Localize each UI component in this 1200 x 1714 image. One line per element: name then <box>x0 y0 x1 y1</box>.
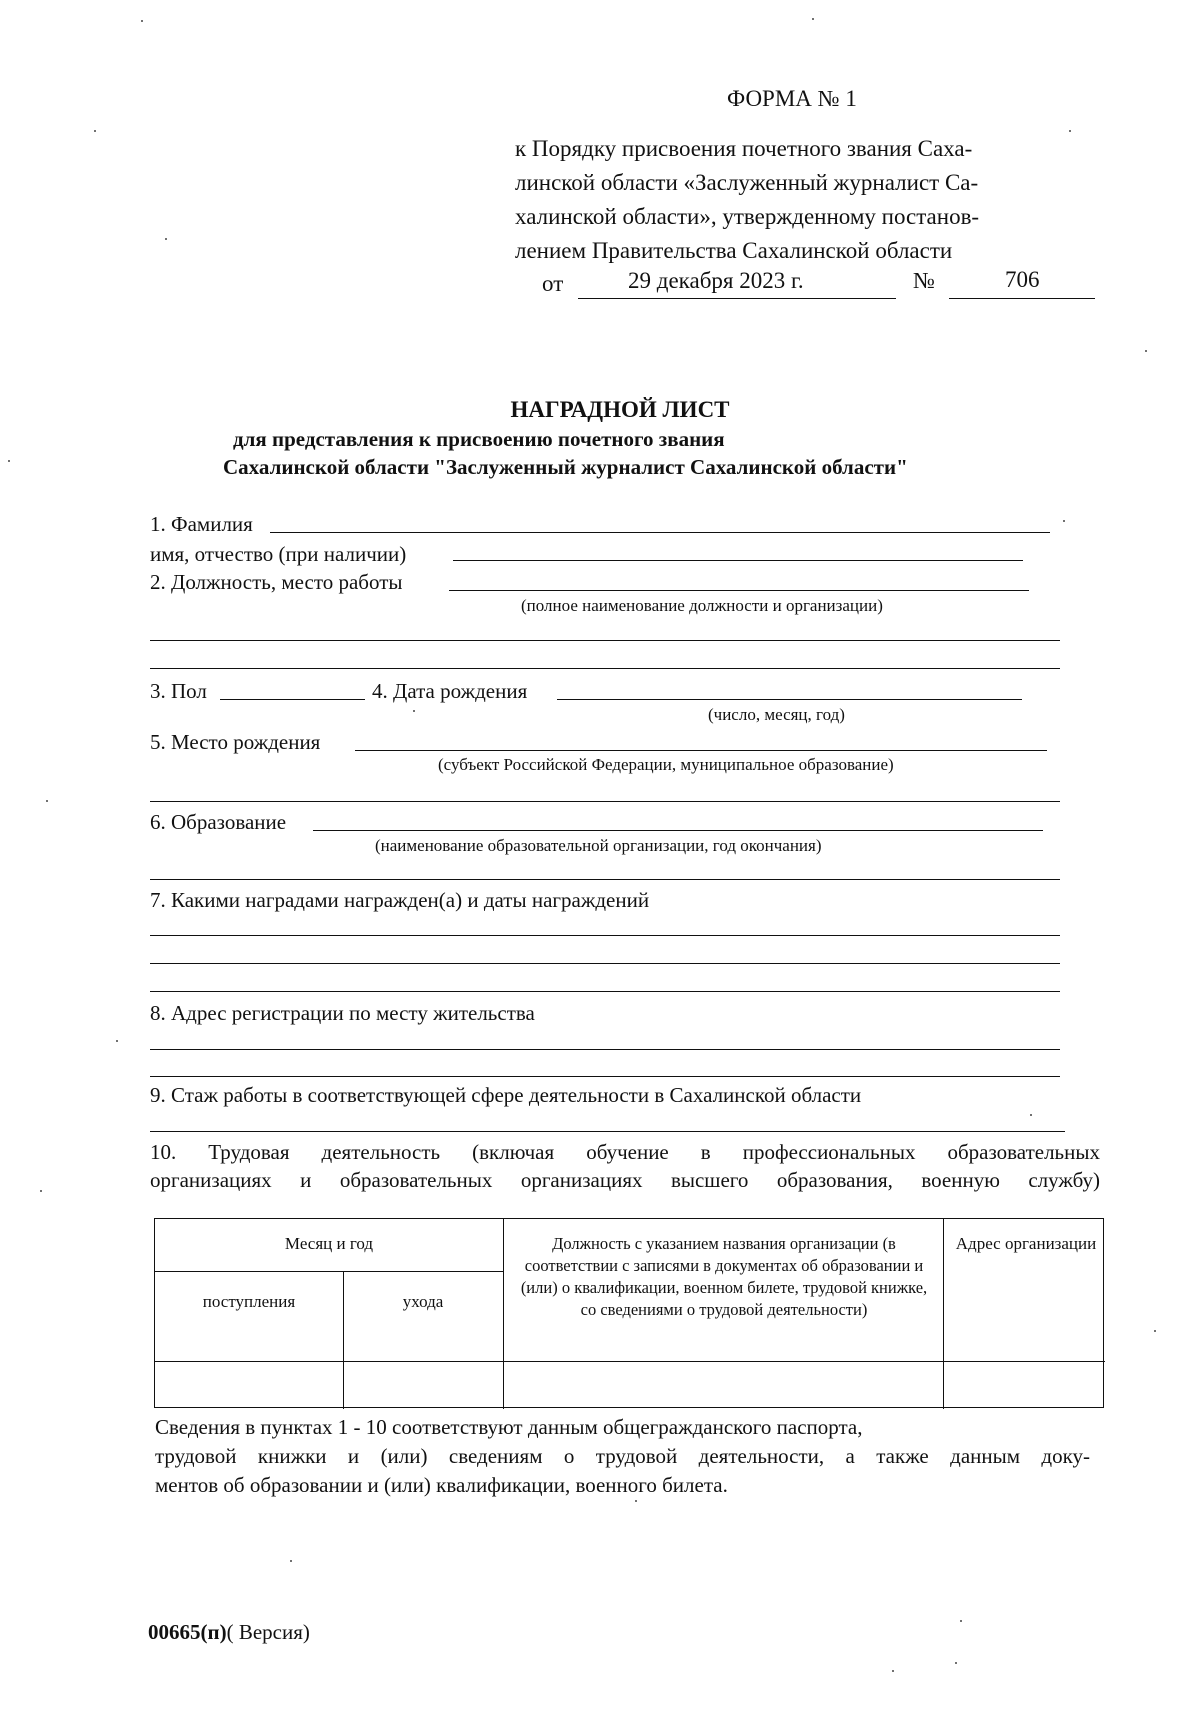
annex-line-3: халинской области», утвержденному постанов- <box>515 204 980 229</box>
field-name-label: имя, отчество (при наличии) <box>150 542 407 566</box>
scan-speck <box>290 1560 292 1562</box>
scan-speck <box>892 1670 894 1672</box>
field-birthdate-caption: (число, месяц, год) <box>708 705 845 724</box>
number-prefix: № <box>913 268 935 293</box>
field-education-label: 6. Образование <box>150 810 287 834</box>
field-position-line-2[interactable] <box>150 640 1060 641</box>
document-subtitle-2: Сахалинской области "Заслуженный журналист Сахалинской области" <box>223 455 908 479</box>
table-cell-address[interactable] <box>943 1361 1105 1409</box>
scan-speck <box>1063 520 1065 522</box>
scan-speck <box>141 20 143 22</box>
field-birthdate-label: 4. Дата рождения <box>372 679 528 703</box>
scan-speck <box>8 460 10 462</box>
field-address-line-2[interactable] <box>150 1076 1060 1077</box>
field-name-line[interactable] <box>453 560 1023 561</box>
scan-speck <box>1030 1114 1032 1116</box>
footer-note-line-2: трудовой книжки и (или) сведениям о трудовой деятельности, а также данным доку- <box>155 1444 1090 1468</box>
field-surname-label: 1. Фамилия <box>150 512 253 536</box>
field-experience-line[interactable] <box>150 1131 1065 1132</box>
annex-line-1: к Порядку присвоения почетного звания Саха- <box>515 136 973 161</box>
scan-speck <box>165 238 167 240</box>
field-address-line-1[interactable] <box>150 1049 1060 1050</box>
scan-speck <box>812 18 814 20</box>
date-value: 29 декабря 2023 г. <box>628 268 804 293</box>
field-awards-line-2[interactable] <box>150 963 1060 964</box>
footer-note-line-1: Сведения в пунктах 1 - 10 соответствуют данным общегражданского паспорта, <box>155 1415 863 1439</box>
field-birthplace-line-2[interactable] <box>150 801 1060 802</box>
table-header-position: Должность с указанием названия организации (в соответствии с записями в документах об образовании и (или) о квалификации, военном билете, трудовой книжке, со сведениями о трудовой деятельности) <box>520 1234 928 1319</box>
table-header-month-year: Месяц и год <box>284 1234 374 1253</box>
field-address-label: 8. Адрес регистрации по месту жительства <box>150 1001 535 1025</box>
field-position-label: 2. Должность, место работы <box>150 570 403 594</box>
field-position-caption: (полное наименование должности и организации) <box>521 596 883 615</box>
table-header-address: Адрес организации <box>955 1234 1097 1253</box>
field-employment-label-1: 10. Трудовая деятельность (включая обучение в профессиональных образовательных <box>150 1140 1100 1164</box>
document-subtitle-1: для представления к присвоению почетного звания <box>233 427 725 451</box>
footer-note-line-3: ментов об образовании и (или) квалификации, военного билета. <box>155 1473 728 1497</box>
table-header-end: ухода <box>402 1292 444 1311</box>
scan-speck <box>46 800 48 802</box>
scan-speck <box>413 710 415 712</box>
field-birthplace-label: 5. Место рождения <box>150 730 321 754</box>
field-sex-line[interactable] <box>220 699 365 700</box>
field-education-line-2[interactable] <box>150 879 1060 880</box>
field-birthplace-line[interactable] <box>355 750 1047 751</box>
field-education-line[interactable] <box>313 830 1043 831</box>
scan-speck <box>960 1620 962 1622</box>
scan-speck <box>1069 130 1071 132</box>
table-hline-month <box>155 1271 503 1272</box>
scan-speck <box>1145 350 1147 352</box>
field-birthplace-caption: (субъект Российской Федерации, муниципальное образование) <box>438 755 894 774</box>
document-title: НАГРАДНОЙ ЛИСТ <box>510 397 730 422</box>
table-cell-position[interactable] <box>503 1361 943 1409</box>
field-employment-label-2: организациях и образовательных организациях высшего образования, военную службу) <box>150 1168 1100 1192</box>
table-header-start: поступления <box>202 1292 296 1311</box>
scan-speck <box>635 1500 637 1502</box>
field-education-caption: (наименование образовательной организации, год окончания) <box>375 836 822 855</box>
scan-speck <box>94 130 96 132</box>
version-code: 00665(п) <box>148 1620 227 1644</box>
field-surname-line[interactable] <box>270 532 1050 533</box>
number-underline <box>949 298 1095 299</box>
table-cell-start[interactable] <box>155 1361 343 1409</box>
field-position-line[interactable] <box>449 590 1029 591</box>
table-cell-end[interactable] <box>343 1361 503 1409</box>
field-birthdate-line[interactable] <box>557 699 1022 700</box>
scan-speck <box>955 1662 957 1664</box>
date-prefix: от <box>542 271 564 296</box>
field-awards-line-3[interactable] <box>150 991 1060 992</box>
field-awards-label: 7. Какими наградами награжден(а) и даты награждений <box>150 888 650 912</box>
annex-line-2: линской области «Заслуженный журналист Са- <box>515 170 979 195</box>
scan-speck <box>40 1190 42 1192</box>
field-experience-label: 9. Стаж работы в соответствующей сфере деятельности в Сахалинской области <box>150 1083 862 1107</box>
field-position-line-3[interactable] <box>150 668 1060 669</box>
version-label: ( Версия) <box>226 1620 310 1644</box>
date-underline <box>578 298 896 299</box>
annex-line-4: лением Правительства Сахалинской области <box>515 238 953 263</box>
number-value: 706 <box>1005 267 1040 292</box>
employment-table <box>154 1218 1104 1408</box>
version-stamp <box>148 1620 310 1645</box>
field-awards-line-1[interactable] <box>150 935 1060 936</box>
scan-speck <box>116 1040 118 1042</box>
form-title: ФОРМА № 1 <box>727 86 857 111</box>
scan-speck <box>1154 1330 1156 1332</box>
field-sex-label: 3. Пол <box>150 679 207 703</box>
